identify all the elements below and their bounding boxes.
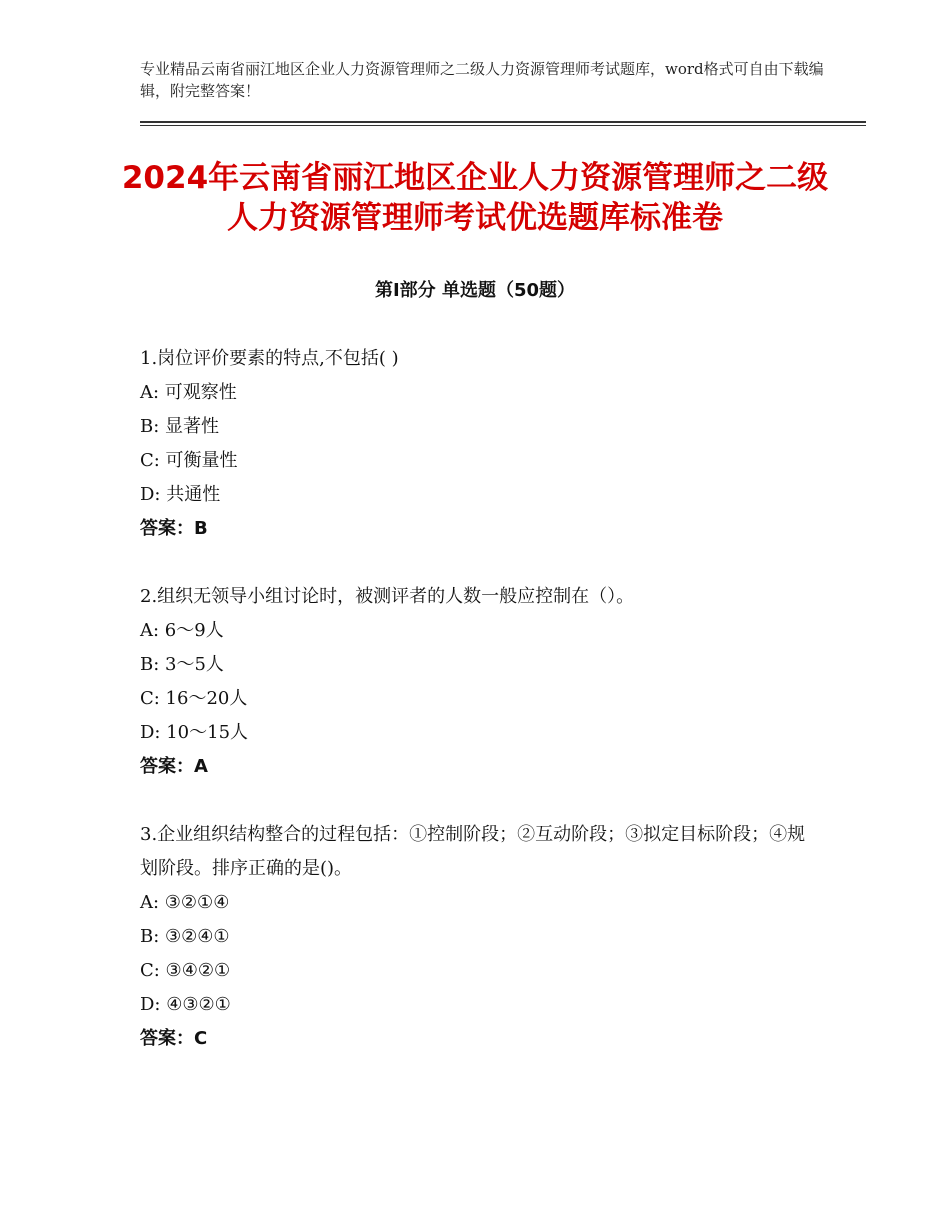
question-stem: 3.企业组织结构整合的过程包括：①控制阶段；②互动阶段；③拟定目标阶段；④规划阶段。排序正确的是()。 bbox=[140, 824, 806, 879]
option-a: A: ③②①④ bbox=[140, 892, 230, 913]
question-2 bbox=[140, 580, 820, 784]
option-a: A: 6～9人 bbox=[140, 620, 224, 641]
document-title: 2024年云南省丽江地区企业人力资源管理师之二级人力资源管理师考试优选题库标准卷 bbox=[121, 160, 829, 236]
option-b: B: ③②④① bbox=[140, 926, 230, 947]
answer-line: 答案：A bbox=[140, 756, 208, 777]
answer-line: 答案：C bbox=[140, 1028, 208, 1049]
option-b: B: 3～5人 bbox=[140, 654, 224, 675]
option-c: C: 可衡量性 bbox=[140, 450, 238, 471]
question-1 bbox=[140, 342, 820, 546]
header-note: 专业精品云南省丽江地区企业人力资源管理师之二级人力资源管理师考试题库，word格式可自由下载编辑，附完整答案！ bbox=[140, 60, 824, 100]
option-c: C: ③④②① bbox=[140, 960, 231, 981]
option-d: D: ④③②① bbox=[140, 994, 231, 1015]
answer-line: 答案：B bbox=[140, 518, 208, 539]
header-rule-thin bbox=[140, 125, 866, 126]
question-stem: 1.岗位评价要素的特点,不包括( ) bbox=[140, 348, 399, 369]
option-a: A: 可观察性 bbox=[140, 382, 237, 403]
option-d: D: 共通性 bbox=[140, 484, 221, 505]
question-3 bbox=[140, 818, 820, 1056]
option-b: B: 显著性 bbox=[140, 416, 220, 437]
header-rule-thick bbox=[140, 121, 866, 123]
section-heading: 第Ⅰ部分 单选题（50题） bbox=[374, 280, 575, 301]
option-c: C: 16～20人 bbox=[140, 688, 248, 709]
question-stem: 2.组织无领导小组讨论时，被测评者的人数一般应控制在（）。 bbox=[140, 586, 635, 607]
option-d: D: 10～15人 bbox=[140, 722, 249, 743]
